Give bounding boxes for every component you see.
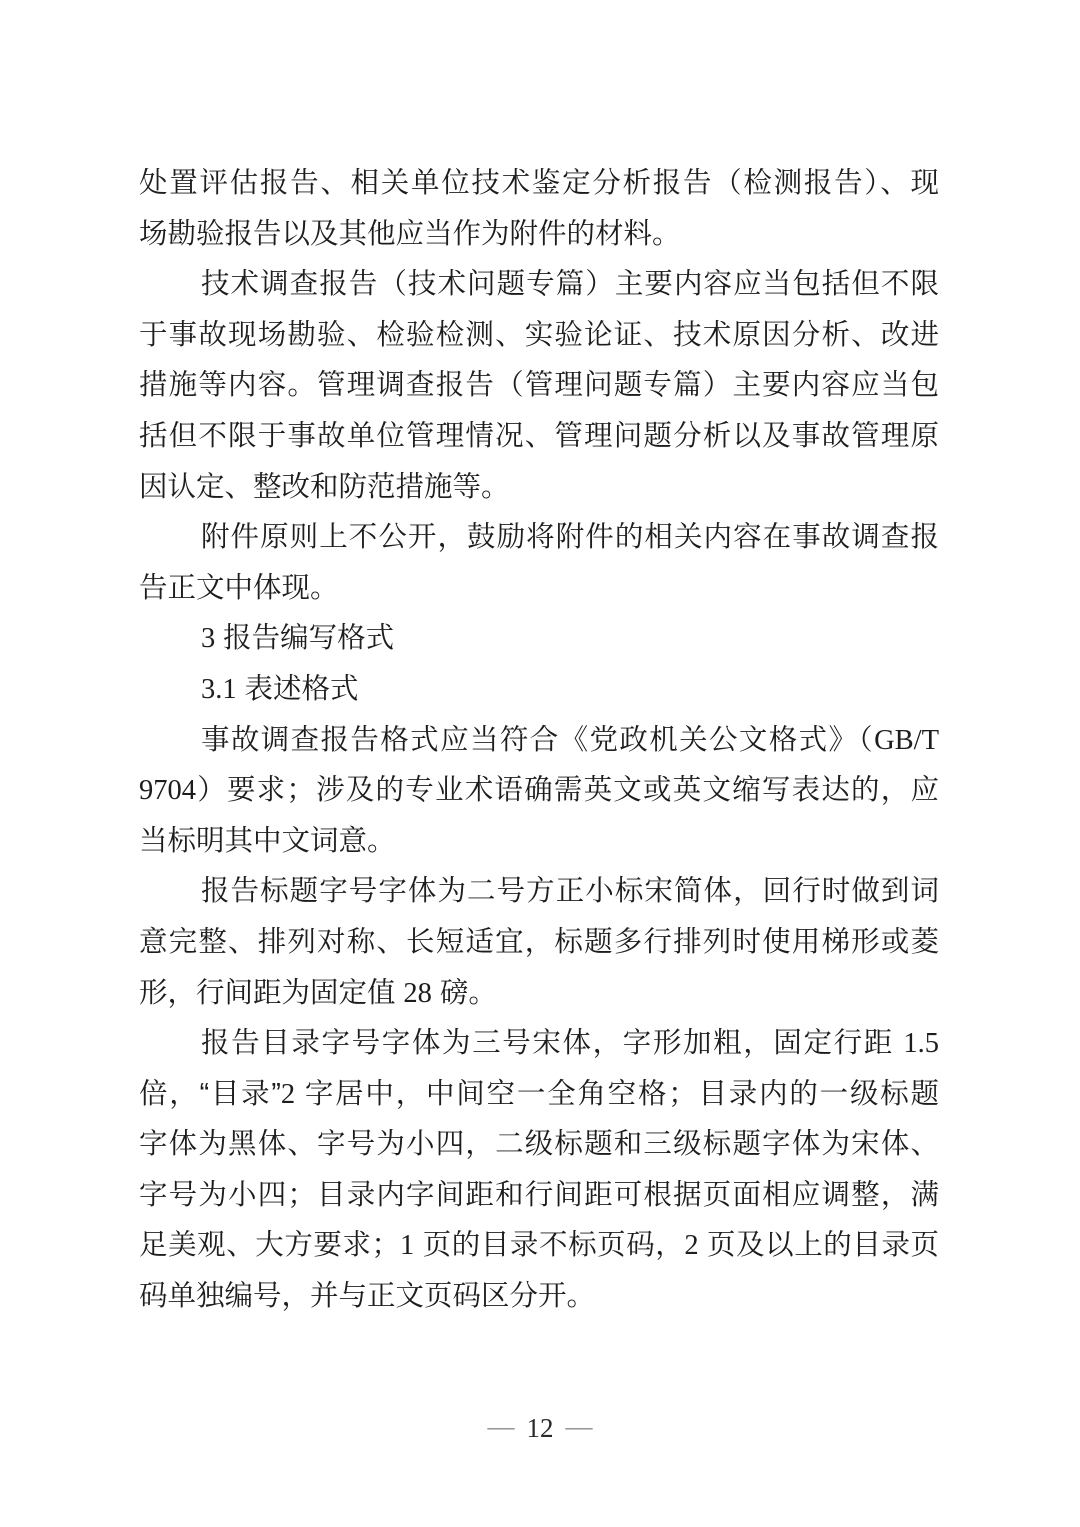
- text-line: 字体为黑体、字号为小四，二级标题和三级标题字体为宋体、: [139, 1128, 939, 1161]
- text-line: 告正文中体现。: [139, 571, 339, 604]
- footer-right-dash: —: [565, 1411, 593, 1441]
- text-line: 括但不限于事故单位管理情况、管理问题分析以及事故管理原: [139, 419, 939, 452]
- text-line: 于事故现场勘验、检验检测、实验论证、技术原因分析、改进: [139, 318, 939, 351]
- page-footer: [0, 1408, 1080, 1448]
- text-line: 事故调查报告格式应当符合《党政机关公文格式》（GB/T: [201, 723, 939, 756]
- text-line: 报告目录字号字体为三号宋体，字形加粗，固定行距 1.5: [201, 1027, 939, 1060]
- text-line: 处置评估报告、相关单位技术鉴定分析报告（检测报告）、现: [139, 167, 939, 199]
- footer-left-dash: —: [487, 1411, 515, 1441]
- text-line: 因认定、整改和防范措施等。: [139, 470, 510, 503]
- text-line: 场勘验报告以及其他应当作为附件的材料。: [139, 217, 681, 250]
- text-line: 足美观、大方要求；1 页的目录不标页码，2 页及以上的目录页: [139, 1229, 939, 1262]
- text-line: 报告标题字号字体为二号方正小标宋简体，回行时做到词: [201, 875, 939, 908]
- text-line: 措施等内容。管理调查报告（管理问题专篇）主要内容应当包: [139, 369, 939, 402]
- document-lines: [139, 158, 939, 1322]
- text-line: 形，行间距为固定值 28 磅。: [139, 976, 497, 1009]
- text-line: 9704）要求；涉及的专业术语确需英文或英文缩写表达的，应: [139, 774, 939, 807]
- text-line: 意完整、排列对称、长短适宜，标题多行排列时使用梯形或菱: [139, 925, 939, 958]
- text-line: 附件原则上不公开，鼓励将附件的相关内容在事故调查报: [201, 521, 939, 554]
- text-line: 技术调查报告（技术问题专篇）主要内容应当包括但不限: [201, 268, 939, 301]
- text-line: 3.1 表述格式: [201, 672, 359, 705]
- text-line: 倍，“目录”2 字居中，中间空一全角空格；目录内的一级标题: [139, 1077, 939, 1110]
- text-line: 码单独编号，并与正文页码区分开。: [139, 1280, 596, 1313]
- text-line: 3 报告编写格式: [201, 622, 395, 655]
- page-number: 12: [526, 1413, 554, 1443]
- text-line: 字号为小四；目录内字间距和行间距可根据页面相应调整，满: [139, 1178, 939, 1211]
- text-line: 当标明其中文词意。: [139, 824, 396, 857]
